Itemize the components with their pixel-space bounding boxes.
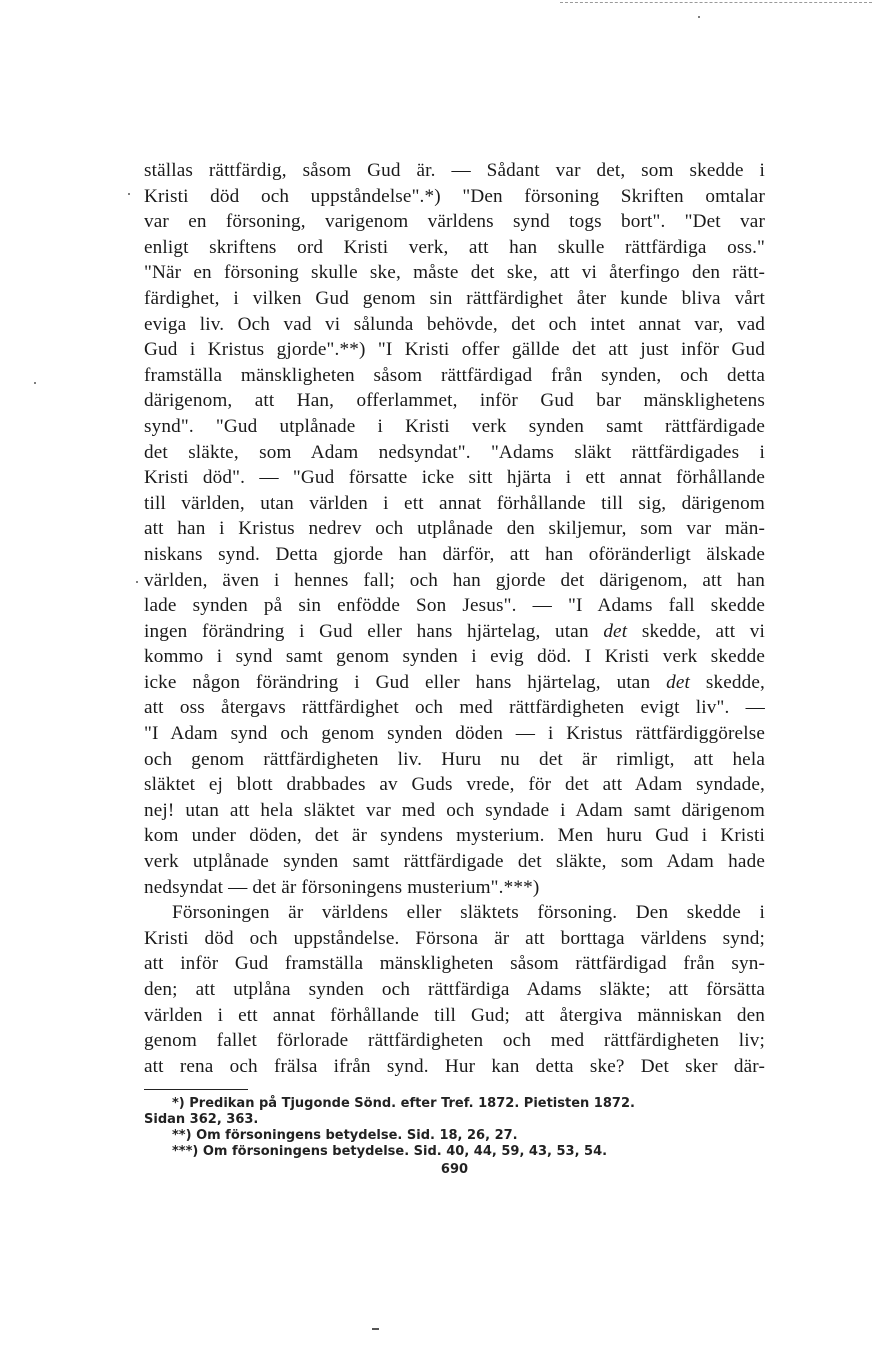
text-line (144, 619, 765, 645)
italic-emphasis: det (666, 671, 690, 693)
text-line: eviga liv. Och vad vi sålunda behövde, det och intet annat var, vad (144, 313, 765, 335)
page-number: 690 (440, 1162, 469, 1178)
body-text (144, 158, 765, 1079)
text-line: "När en försoning skulle ske, måste det ske, att vi återfingo den rätt- (144, 262, 765, 284)
scan-speck (698, 16, 700, 18)
text-line: att han i Kristus nedrev och utplånade den skiljemur, som var män- (144, 518, 765, 540)
line-segment: ingen förändring i Gud eller hans hjärtelag, utan (144, 620, 589, 642)
text-line: att oss återgavs rättfärdighet och med rättfärdigheten evigt liv". — (144, 697, 765, 719)
text-line: enligt skriftens ord Kristi verk, att han skulle rättfärdiga oss." (144, 236, 765, 258)
scan-speck (128, 193, 130, 195)
text-line: framställa mänskligheten såsom rättfärdigad från synden, och detta (144, 364, 765, 386)
text-line: verk utplånade synden samt rättfärdigade det släkte, som Adam hade (144, 851, 765, 873)
text-line: Kristi död". — "Gud försatte icke sitt hjärta i ett annat förhållande (144, 467, 765, 489)
text-line (144, 670, 765, 696)
top-edge-rule (560, 2, 872, 3)
text-line: släktet ej blott drabbades av Guds vrede, för det att Adam syndade, (144, 774, 765, 796)
text-line: världen, även i hennes fall; och han gjorde det därigenom, att han (144, 569, 765, 591)
text-line: lade synden på sin enfödde Son Jesus". — "I Adams fall skedde (144, 595, 765, 617)
text-line: världen i ett annat förhållande till Gud; att återgiva människan den (144, 1004, 765, 1026)
text-line: "I Adam synd och genom synden döden — i Kristus rättfärdiggörelse (144, 723, 765, 745)
text-line: att inför Gud framställa mänskligheten såsom rättfärdigad från syn- (144, 953, 765, 975)
text-line: färdighet, i vilken Gud genom sin rättfärdighet åter kunde bliva vårt (144, 287, 765, 309)
footnote: ***) Om försoningens betydelse. Sid. 40, 44, 59, 43, 53, 54. (172, 1144, 608, 1160)
page-content (144, 158, 765, 1177)
text-line: nedsyndat — det är försoningens musterium".***) (144, 876, 540, 898)
scan-speck (136, 581, 138, 583)
text-line: var en försoning, varigenom världens synd togs bort". "Det var (144, 211, 765, 233)
line-segment: skedde, (705, 671, 766, 693)
text-line: genom fallet förlorade rättfärdigheten och med rättfärdigheten liv; (144, 1030, 765, 1052)
footnote-continuation: Sidan 362, 363. (144, 1112, 259, 1128)
text-line: synd". "Gud utplånade i Kristi verk synden samt rättfärdigade (144, 415, 765, 437)
text-line: Gud i Kristus gjorde".**) "I Kristi offer gällde det att just inför Gud (144, 339, 765, 361)
italic-emphasis: det (603, 620, 628, 642)
text-line: niskans synd. Detta gjorde han därför, att han oföränderligt älskade (144, 543, 765, 565)
text-line: det släkte, som Adam nedsyndat". "Adams släkt rättfärdigades i (144, 441, 765, 463)
text-line: därigenom, att Han, offerlammet, inför Gud bar mänsklighetens (144, 390, 765, 412)
line-segment: icke någon förändring i Gud eller hans hjärtelag, utan (144, 671, 651, 693)
scan-speck (34, 382, 36, 384)
text-line: kom under döden, det är syndens mysterium. Men huru Gud i Kristi (144, 825, 765, 847)
footnote: **) Om försoningens betydelse. Sid. 18, 26, 27. (172, 1128, 518, 1144)
text-line: nej! utan att hela släktet var med och syndade i Adam samt därigenom (144, 799, 765, 821)
paragraph-first-line: Försoningen är världens eller släktets försoning. Den skedde i (172, 902, 765, 924)
text-line: Kristi död och uppståndelse".*) "Den försoning Skriften omtalar (144, 185, 765, 207)
text-line: kommo i synd samt genom synden i evig död. I Kristi verk skedde (144, 646, 765, 668)
text-line: den; att utplåna synden och rättfärdiga Adams släkte; att försätta (144, 979, 765, 1000)
footnote: *) Predikan på Tjugonde Sönd. efter Tref. 1872. Pietisten 1872. (172, 1096, 635, 1112)
text-line: till världen, utan världen i ett annat förhållande till sig, därigenom (144, 492, 765, 514)
scan-speck (372, 1328, 379, 1330)
text-line: och genom rättfärdigheten liv. Huru nu det är rimligt, att hela (144, 748, 765, 770)
text-line: att rena och frälsa ifrån synd. Hur kan detta ske? Det sker där- (144, 1055, 765, 1077)
line-segment: skedde, att vi (641, 620, 766, 642)
text-line: ställas rättfärdig, såsom Gud är. — Sådant var det, som skedde i (144, 160, 765, 181)
footnotes (144, 1096, 765, 1160)
footnote-separator (144, 1089, 248, 1090)
text-line: Kristi död och uppståndelse. Försona är att borttaga världens synd; (144, 927, 765, 949)
